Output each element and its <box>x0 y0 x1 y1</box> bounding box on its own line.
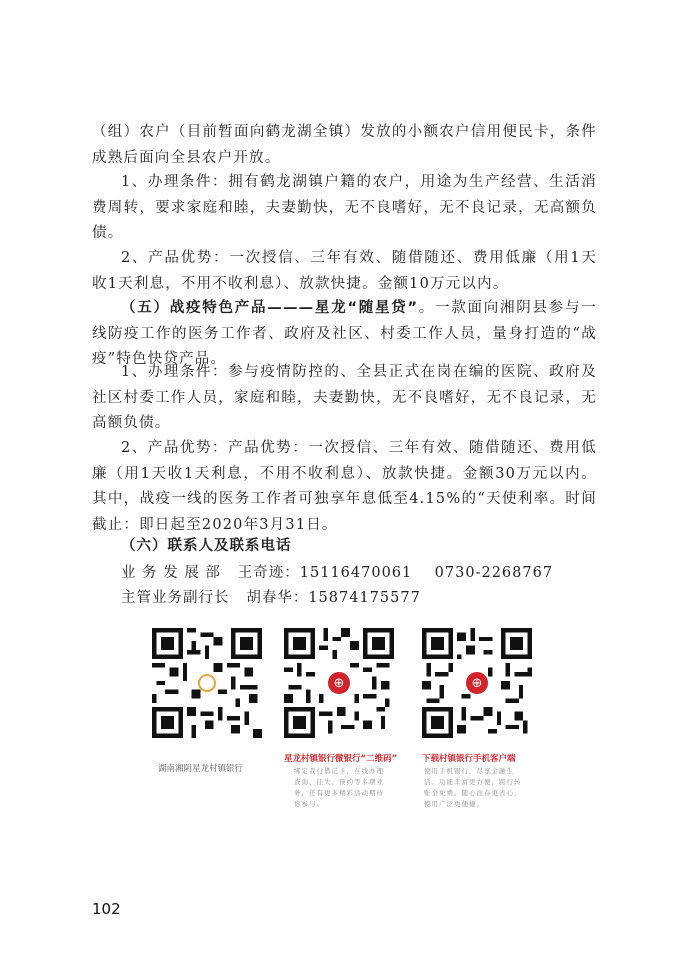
qr-caption-1: 湖南湘阴星龙村镇银行 <box>158 764 244 774</box>
paragraph-2: 1、办理条件：拥有鹤龙湖镇户籍的农户，用途为生产经营、生活消费周转，要求家庭和睦，夫妻勤快，无不良嗜好，无不良记录，无高额负债。 <box>92 174 597 241</box>
qr-title-3: 下载村镇银行手机客户端 <box>422 754 516 764</box>
qr-code-1[interactable] <box>152 628 262 738</box>
qr-block-1 <box>152 628 287 774</box>
qr-code-2[interactable] <box>284 628 394 738</box>
page-number: 102 <box>92 900 121 918</box>
qr-block-2 <box>284 628 419 810</box>
bank-logo-icon: ⊕ <box>326 670 352 696</box>
product-description: 。一款面向湘阴县参与一线防疫工作的医务工作者、政府及社区、村委工作人员，量身打造的“战疫”特色快贷产品。 <box>92 300 598 367</box>
product-title: （五）战疫特色产品———星龙“随星贷” <box>121 300 419 316</box>
bank-logo-icon: ⊕ <box>464 670 490 696</box>
contact-line-2: 主管业务副行长 胡春华：15874175577 <box>121 590 421 606</box>
paragraph-3: 2、产品优势：一次授信、三年有效、随借随还、费用低廉（用1天收1天利息，不用不收利息）、放款快捷。金额10万元以内。 <box>92 250 597 292</box>
contact-line-1: 业 务 发 展 部 王奇迹：15116470061 0730-2268767 <box>121 565 554 581</box>
bank-logo-icon <box>198 674 216 692</box>
qr-description-2: 绑定我行借记卡，在线办理查询、挂失、预约等多项业务，还有更多精彩活动期待你参与。 <box>294 767 384 808</box>
qr-block-3 <box>422 628 557 810</box>
contact-heading: （六）联系人及联系电话 <box>121 538 292 554</box>
paragraph-6: 2、产品优势：产品优势：一次授信、三年有效、随借随还、费用低廉（用1天收1天利息，不用不收利息）、放款快捷。金额30万元以内。其中，战疫一线的医务工作者可独享年息低至4.15%的“天使利率。时间截止：即日起至2020年3月31日。 <box>92 440 597 533</box>
qr-code-3[interactable] <box>422 628 532 738</box>
paragraph-5: 1、办理条件：参与疫情防控的、全县正式在岗在编的医院、政府及社区村委工作人员，家庭和睦，夫妻勤快，无不良嗜好，无不良记录，无高额负债。 <box>92 364 597 431</box>
qr-description-3: 使用手机银行，尽享金融生活。功能丰富更方便，跨行转账全免费。随心而存更省心，使用广泛更便捷。 <box>424 767 522 808</box>
qr-title-2: 星龙村镇银行微银行“二维码” <box>284 754 398 764</box>
paragraph-1: （组）农户（目前暂面向鹤龙湖全镇）发放的小额农户信用便民卡，条件成熟后面向全县农户开放。 <box>92 124 597 166</box>
